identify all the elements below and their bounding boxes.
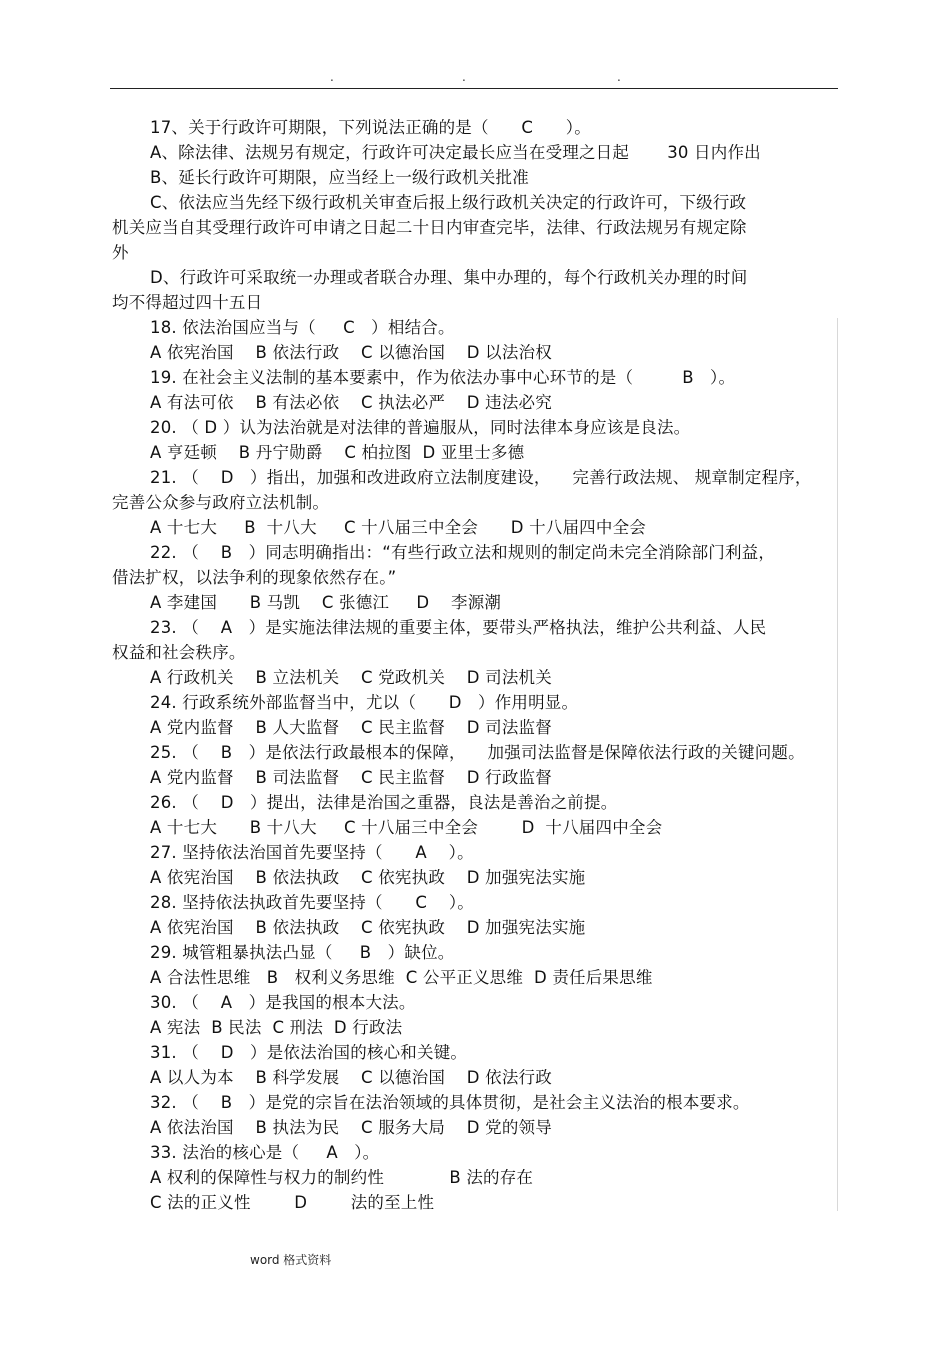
text-line: 32. （ B ）是党的宗旨在法治领域的具体贯彻，是社会主义法治的根本要求。 xyxy=(150,1093,750,1112)
text-line: 19. 在社会主义法制的基本要素中，作为依法办事中心环节的是（ B ）。 xyxy=(150,368,736,387)
text-line: A 依宪治国 B 依法执政 C 依宪执政 D 加强宪法实施 xyxy=(150,918,586,937)
text-line: 21. （ D ）指出，加强和改进政府立法制度建设， 完善行政法规、 规章制定程序， xyxy=(150,468,812,487)
text-line: 33. 法治的核心是（ A ）。 xyxy=(150,1143,380,1162)
text-line: A 十七大 B 十八大 C 十八届三中全会 D 十八届四中全会 xyxy=(150,818,663,837)
text-line: 均不得超过四十五日 xyxy=(112,293,263,312)
text-line: D、行政许可采取统一办理或者联合办理、集中办理的，每个行政机关办理的时间 xyxy=(150,268,748,287)
text-line: A、除法律、法规另有规定，行政许可决定最长应当在受理之日起 30 日内作出 xyxy=(150,143,761,162)
footer-label: word 格式资料 xyxy=(250,1253,332,1267)
text-line: A 依宪治国 B 依法执政 C 依宪执政 D 加强宪法实施 xyxy=(150,868,586,887)
text-line: A 行政机关 B 立法机关 C 党政机关 D 司法机关 xyxy=(150,668,552,687)
text-line: A 李建国 B 马凯 C 张德江 D 李源潮 xyxy=(150,593,502,612)
text-line: A 党内监督 B 司法监督 C 民主监督 D 行政监督 xyxy=(150,768,552,787)
text-line: 27. 坚持依法治国首先要坚持（ A ）。 xyxy=(150,843,474,862)
text-line: 28. 坚持依法执政首先要坚持（ C ）。 xyxy=(150,893,475,912)
margin-rule xyxy=(837,318,838,1211)
text-line: 完善公众参与政府立法机制。 xyxy=(112,493,330,512)
text-line: 30. （ A ）是我国的根本大法。 xyxy=(150,993,416,1012)
text-line: 借法扩权，以法争利的现象依然存在。” xyxy=(112,568,397,587)
text-line: 外 xyxy=(112,243,129,262)
header-dot: . xyxy=(330,70,334,84)
header-dots xyxy=(0,70,950,86)
text-line: A 有法可依 B 有法必依 C 执法必严 D 违法必究 xyxy=(150,393,552,412)
text-line: C、依法应当先经下级行政机关审查后报上级行政机关决定的行政许可，下级行政 xyxy=(150,193,747,212)
text-line: 20. （ D ）认为法治就是对法律的普遍服从，同时法律本身应该是良法。 xyxy=(150,418,691,437)
text-line: A 依法治国 B 执法为民 C 服务大局 D 党的领导 xyxy=(150,1118,552,1137)
text-line: A 依宪治国 B 依法行政 C 以德治国 D 以法治权 xyxy=(150,343,552,362)
text-line: A 党内监督 B 人大监督 C 民主监督 D 司法监督 xyxy=(150,718,552,737)
text-line: 22. （ B ）同志明确指出：“有些行政立法和规则的制定尚未完全消除部门利益， xyxy=(150,543,776,562)
text-line: A 宪法 B 民法 C 刑法 D 行政法 xyxy=(150,1018,403,1037)
text-line: A 亨廷顿 B 丹宁勋爵 C 柏拉图 D 亚里士多德 xyxy=(150,443,525,462)
text-line: 29. 城管粗暴执法凸显（ B ）缺位。 xyxy=(150,943,455,962)
text-line: 26. （ D ）提出，法律是治国之重器，良法是善治之前提。 xyxy=(150,793,618,812)
header-dot: . xyxy=(617,70,621,84)
text-line: 17、关于行政许可期限，下列说法正确的是（ C ）。 xyxy=(150,118,591,137)
text-line: 31. （ D ）是依法治国的核心和关键。 xyxy=(150,1043,468,1062)
text-line: A 以人为本 B 科学发展 C 以德治国 D 依法行政 xyxy=(150,1068,552,1087)
text-line: A 权利的保障性与权力的制约性 B 法的存在 xyxy=(150,1168,534,1187)
header-rule xyxy=(110,88,838,89)
text-line: C 法的正义性 D 法的至上性 xyxy=(150,1193,435,1212)
text-line: A 合法性思维 B 权利义务思维 C 公平正义思维 D 责任后果思维 xyxy=(150,968,653,987)
text-line: 机关应当自其受理行政许可申请之日起二十日内审查完毕，法律、行政法规另有规定除 xyxy=(112,218,747,237)
text-line: 24. 行政系统外部监督当中，尤以（ D ）作用明显。 xyxy=(150,693,579,712)
text-line: B、延长行政许可期限，应当经上一级行政机关批准 xyxy=(150,168,529,187)
text-line: 25. （ B ）是依法行政最根本的保障， 加强司法监督是保障依法行政的关键问题。 xyxy=(150,743,805,762)
text-line: 权益和社会秩序。 xyxy=(112,643,246,662)
text-line: 23. （ A ）是实施法律法规的重要主体，要带头严格执法，维护公共利益、人民 xyxy=(150,618,767,637)
text-line: A 十七大 B 十八大 C 十八届三中全会 D 十八届四中全会 xyxy=(150,518,646,537)
header-dot: . xyxy=(462,70,466,84)
text-line: 18. 依法治国应当与（ C ）相结合。 xyxy=(150,318,455,337)
